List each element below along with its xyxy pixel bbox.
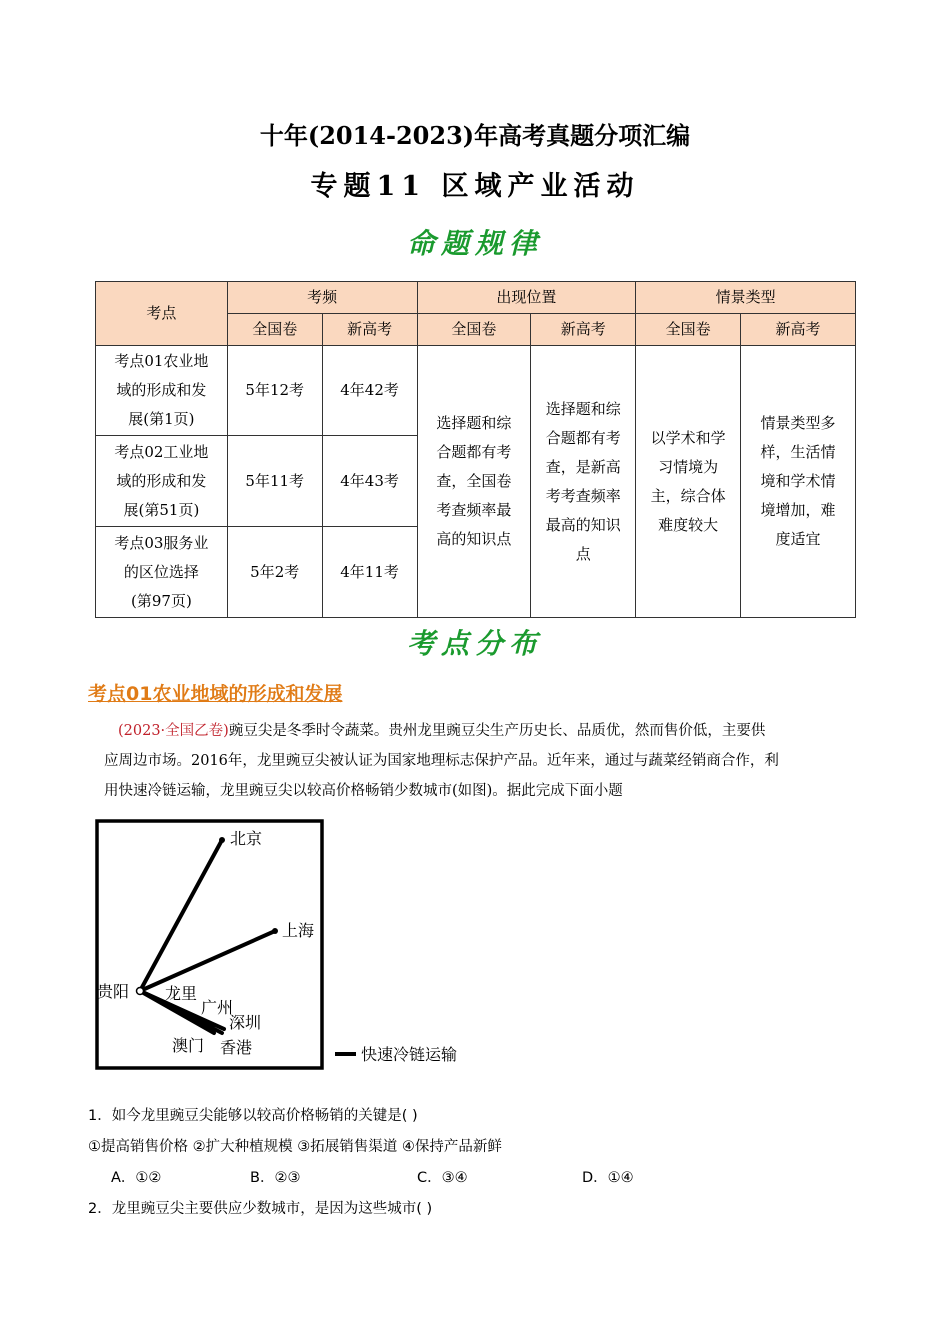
option-c: C．③④ (417, 1170, 468, 1186)
city-longli: 龙里 (165, 984, 198, 1003)
topic-line: 域的形成和发 (116, 381, 207, 399)
question-2: 2．龙里豌豆尖主要供应少数城市，是因为这些城市( ) (88, 1201, 433, 1217)
city-macau: 澳门 (172, 1036, 205, 1055)
question-1: 1．如今龙里豌豆尖能够以较高价格畅销的关键是( ) (88, 1108, 418, 1124)
distribution-heading: 考点分布 (406, 627, 543, 660)
sub-national: 全国卷 (417, 314, 531, 346)
sub-new: 新高考 (741, 314, 856, 346)
freq-national: 5年2考 (227, 527, 322, 618)
sub-national: 全国卷 (227, 314, 322, 346)
header-scene: 情景类型 (636, 282, 856, 314)
shanghai-marker (272, 928, 278, 934)
source-label: (2023·全国乙卷) (118, 723, 229, 739)
topic-line: 域的形成和发 (116, 471, 207, 490)
guiyang-marker (137, 988, 144, 995)
scene-national (636, 346, 741, 618)
topic-line: 展(第1页) (128, 410, 195, 428)
text-line: 合题都有考 (545, 428, 621, 447)
text-line: 难度较大 (658, 515, 719, 534)
topic-cell (96, 527, 228, 618)
text-line: 查，是新高 (545, 457, 621, 476)
text-line: 度适宜 (775, 530, 821, 548)
topic-line: 考点03服务业 (114, 533, 209, 552)
text-line: 合题都有考 (436, 443, 512, 461)
city-hongkong: 香港 (220, 1038, 253, 1057)
text-line: 最高的知识 (545, 515, 621, 534)
text-line: 选择题和综 (436, 414, 512, 432)
text-line: 考查频率最 (436, 501, 512, 519)
freq-new: 4年43考 (322, 436, 417, 527)
city-shenzhen: 深圳 (229, 1013, 262, 1032)
header-position: 出现位置 (417, 282, 636, 314)
text-line: 以学术和学 (650, 428, 726, 447)
pattern-heading: 命题规律 (406, 227, 543, 260)
freq-new: 4年11考 (322, 527, 417, 618)
option-b: B．②③ (250, 1170, 301, 1186)
option-d: D．①④ (582, 1170, 634, 1186)
beijing-marker (219, 837, 225, 843)
scene-new (741, 346, 856, 618)
city-shanghai: 上海 (282, 921, 315, 940)
topic-line: 考点01农业地 (114, 352, 209, 370)
question-1-items: ①提高销售价格 ②扩大种植规模 ③拓展销售渠道 ④保持产品新鲜 (88, 1139, 502, 1155)
text-line: 查，全国卷 (436, 472, 512, 490)
section-heading: 考点01农业地域的形成和发展 (88, 683, 343, 705)
question-stem (104, 716, 860, 806)
topic-line: (第97页) (131, 591, 192, 610)
text-line: 境和学术情 (760, 472, 836, 490)
topic-line: 考点02工业地 (114, 442, 209, 461)
stem-line: 应周边市场。2016年，龙里豌豆尖被认证为国家地理标志保护产品。近年来，通过与蔬菜经销商合作，利 (104, 753, 779, 769)
topic-title: 专题11 区域产业活动 (310, 171, 640, 202)
topic-cell (96, 346, 228, 436)
option-a: A．①② (111, 1170, 162, 1186)
sub-new: 新高考 (322, 314, 417, 346)
topic-cell (96, 436, 228, 527)
stem-text: 豌豆尖是冬季时令蔬菜。贵州龙里豌豆尖生产历史长、品质优，然而售价低，主要供 (228, 723, 766, 739)
topic-line: 的区位选择 (123, 562, 199, 581)
frequency-table (95, 281, 856, 618)
route-shanghai (140, 931, 275, 991)
stem-line: 用快速冷链运输，龙里豌豆尖以较高价格畅销少数城市(如图)。据此完成下面小题 (104, 783, 623, 799)
stem-line (104, 716, 860, 746)
freq-national: 5年12考 (227, 346, 322, 436)
text-line: 选择题和综 (545, 399, 621, 418)
legend-label: 快速冷链运输 (361, 1045, 458, 1064)
route-beijing (140, 840, 222, 991)
city-guangzhou: 广州 (201, 998, 234, 1017)
text-line: 境增加，难 (760, 501, 836, 519)
text-line: 情景类型多 (760, 414, 836, 432)
text-line: 主，综合体 (650, 486, 726, 505)
table-row (96, 346, 856, 436)
position-national (417, 346, 531, 618)
topic-line: 展(第51页) (123, 500, 200, 519)
position-new (531, 346, 636, 618)
document-title: 十年(2014-2023)年高考真题分项汇编 (259, 121, 691, 150)
header-kaopin: 考频 (227, 282, 417, 314)
sub-national: 全国卷 (636, 314, 741, 346)
text-line: 考考查频率 (545, 486, 621, 505)
text-line: 样，生活情 (760, 443, 836, 461)
freq-new: 4年42考 (322, 346, 417, 436)
city-guiyang: 贵阳 (97, 982, 130, 1001)
distribution-map (90, 815, 480, 1075)
header-kaodian: 考点 (96, 282, 228, 346)
freq-national: 5年11考 (227, 436, 322, 527)
city-beijing: 北京 (230, 829, 263, 848)
text-line: 高的知识点 (436, 530, 512, 548)
sub-new: 新高考 (531, 314, 636, 346)
text-line: 习情境为 (658, 457, 719, 476)
text-line: 点 (575, 544, 591, 563)
